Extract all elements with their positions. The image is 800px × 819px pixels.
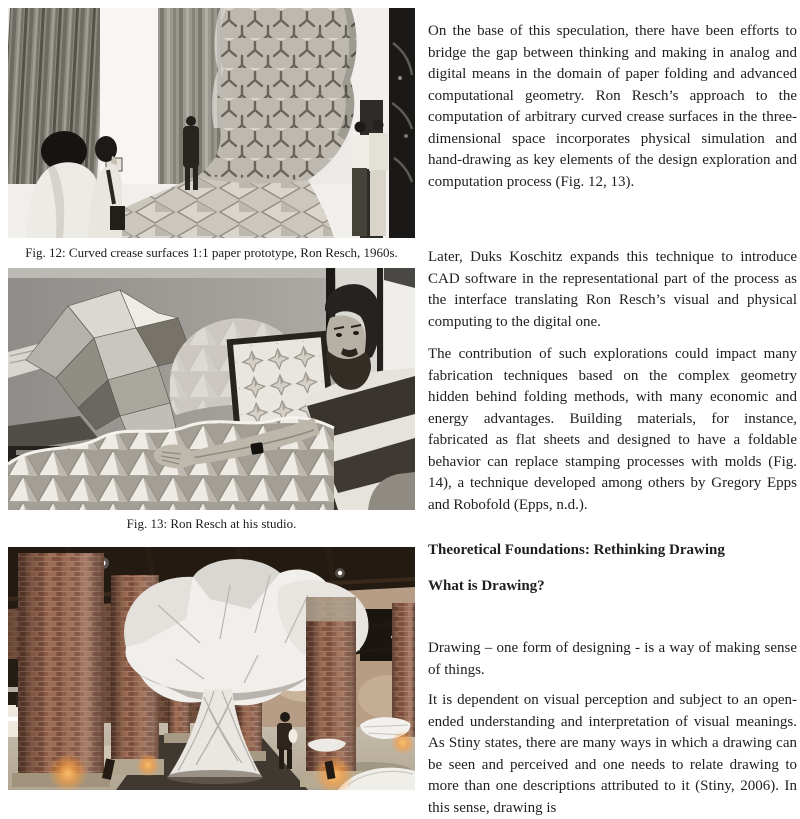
heading-theoretical-foundations: Theoretical Foundations: Rethinking Drawing — [428, 542, 725, 558]
paragraph-drawing-definition: Drawing – one form of designing - is a way of making sense of things. — [428, 640, 797, 678]
paragraph-speculation: On the base of this speculation, there have been efforts to bridge the gap between thinking and making in analog and digital means in the domain of paper folding and advanced computational geometry. Ron Resch’s approach to the computation of arbitrary curved crease surfaces in the three-dimensional space incorporates physical simulation and hand-drawing as key elements of the design exploration and computation process (Fig. 12, 13). — [428, 23, 797, 190]
paragraph-fabrication: The contribution of such explorations could impact many fabrication techniques based on the complex geometry hidden behind folding methods, with many economic and energy advantages. Building materials, for instance, fabricated as flat sheets and designed to have a foldable behavior can replace stamping processes with molds (Fig. 14), a technique developed among others by Gregory Epps and Robofold (Epps, n.d.). — [428, 346, 797, 513]
article-text-column — [428, 0, 797, 816]
figure-14-photo — [8, 547, 415, 790]
wristwatch — [250, 442, 264, 455]
figure-12-illustration — [8, 8, 415, 238]
figure-13-photo — [8, 268, 415, 510]
paragraph-koschitz: Later, Duks Koschitz expands this technique to introduce CAD software in the representational part of the process as the interface translating Ron Resch’s visual and physical computing to the digital one. — [428, 249, 797, 330]
figure-12-caption: Fig. 12: Curved crease surfaces 1:1 paper prototype, Ron Resch, 1960s. — [25, 245, 398, 260]
figure-13-caption: Fig. 13: Ron Resch at his studio. — [126, 516, 297, 531]
figure-13-illustration — [8, 268, 415, 510]
spiral-staircase — [389, 8, 415, 238]
heading-what-is-drawing: What is Drawing? — [428, 578, 545, 594]
figure-14-illustration — [8, 547, 415, 790]
figure-12-photo — [8, 8, 415, 238]
paragraph-visual-perception: It is dependent on visual perception and subject to an open-ended understanding and interpretation of visual meanings. As Stiny states, there are many ways in which a drawing can be seen and perceived and one needs to relate drawing to more than one descriptions attributed to it (Stiny, 2006). In this sense, drawing is — [428, 692, 797, 816]
